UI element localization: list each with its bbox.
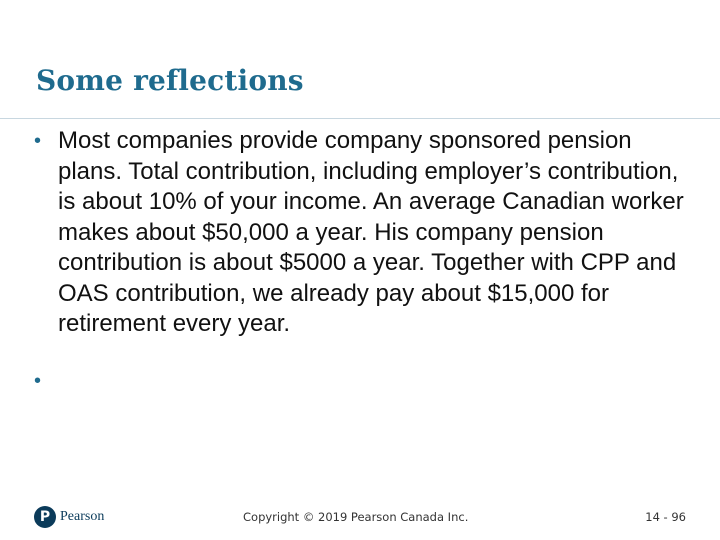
bullet-item <box>34 126 684 340</box>
copyright-text: Copyright © 2019 Pearson Canada Inc. <box>243 510 469 524</box>
pearson-logo <box>34 506 104 528</box>
bullet-text: Most companies provide company sponsored pension plans. Total contribution, including employer’s contribution, is about 10% of your income. An average Canadian worker makes about $50,000 a year. His company pension contribution is about $5000 a year. Together with CPP and OAS contribution, we already pay about $15,000 for retirement every year. <box>58 127 684 337</box>
slide-footer <box>0 500 720 536</box>
slide-title: Some reflections <box>36 64 304 97</box>
bullet-item-empty <box>34 366 684 396</box>
page-number: 14 - 96 <box>645 510 686 524</box>
bullet-marker: • <box>34 369 42 392</box>
title-divider <box>0 118 720 119</box>
logo-text: Pearson <box>60 509 105 524</box>
pearson-logo-icon: P <box>34 506 56 528</box>
bullet-list <box>34 126 684 396</box>
bullet-marker: • <box>34 130 42 152</box>
